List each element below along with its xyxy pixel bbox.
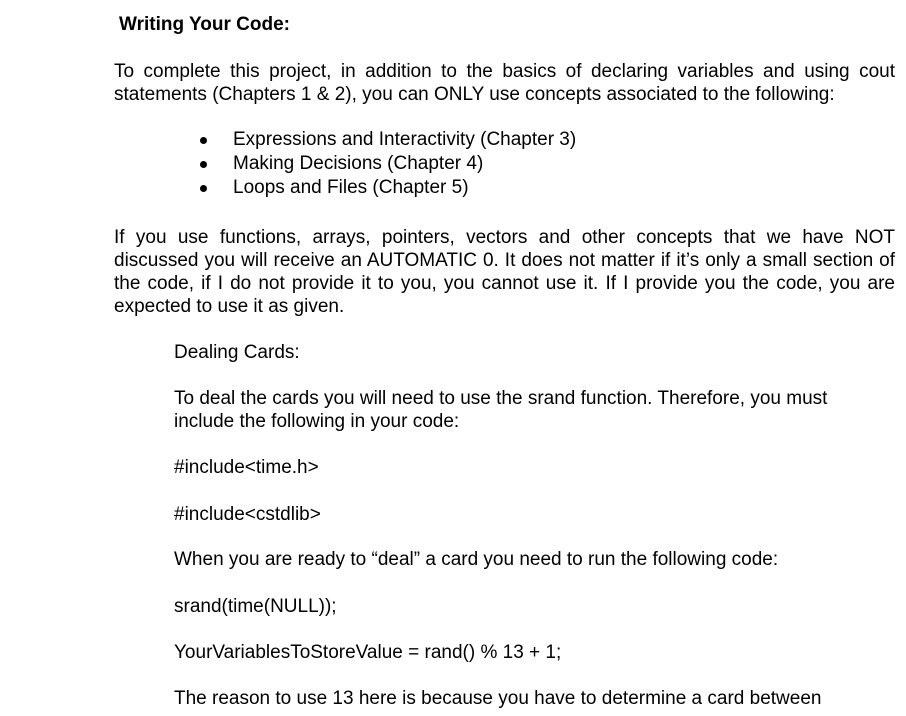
rules-paragraph: If you use functions, arrays, pointers, vectors and other concepts that we have NOT discussed you will receive an AUTOMATIC 0. It does not matter if it’s only a small section of the code, if I do not provide it to you, you cannot use it. If I provide you the code, you are expected to use it as given. bbox=[114, 227, 895, 317]
section-heading: Writing Your Code: bbox=[119, 14, 290, 35]
list-item bbox=[196, 152, 576, 176]
bullet-icon bbox=[200, 185, 207, 192]
code-srand: srand(time(NULL)); bbox=[174, 596, 337, 617]
list-item-text: Loops and Files (Chapter 5) bbox=[233, 177, 469, 198]
bullet-icon bbox=[200, 161, 207, 168]
dealing-cards-paragraph: To deal the cards you will need to use the srand function. Therefore, you must include the following in your code: bbox=[174, 388, 828, 432]
list-item-text: Making Decisions (Chapter 4) bbox=[233, 153, 484, 174]
code-rand: YourVariablesToStoreValue = rand() % 13 + 1; bbox=[174, 642, 562, 663]
allowed-concepts-list bbox=[196, 128, 576, 200]
list-item-text: Expressions and Interactivity (Chapter 3) bbox=[233, 129, 577, 150]
dealing-cards-title: Dealing Cards: bbox=[174, 342, 300, 363]
intro-paragraph: To complete this project, in addition to the basics of declaring variables and using cout statements (Chapters 1 & 2), you can ONLY use concepts associated to the following: bbox=[114, 61, 895, 105]
bullet-icon bbox=[200, 137, 207, 144]
list-item bbox=[196, 128, 576, 152]
code-include-cstdlib: #include<cstdlib> bbox=[174, 504, 321, 525]
deal-instruction-text: When you are ready to “deal” a card you need to run the following code: bbox=[174, 549, 779, 570]
reason-paragraph: The reason to use 13 here is because you have to determine a card between bbox=[174, 688, 822, 709]
code-include-time: #include<time.h> bbox=[174, 457, 319, 478]
list-item bbox=[196, 176, 576, 200]
